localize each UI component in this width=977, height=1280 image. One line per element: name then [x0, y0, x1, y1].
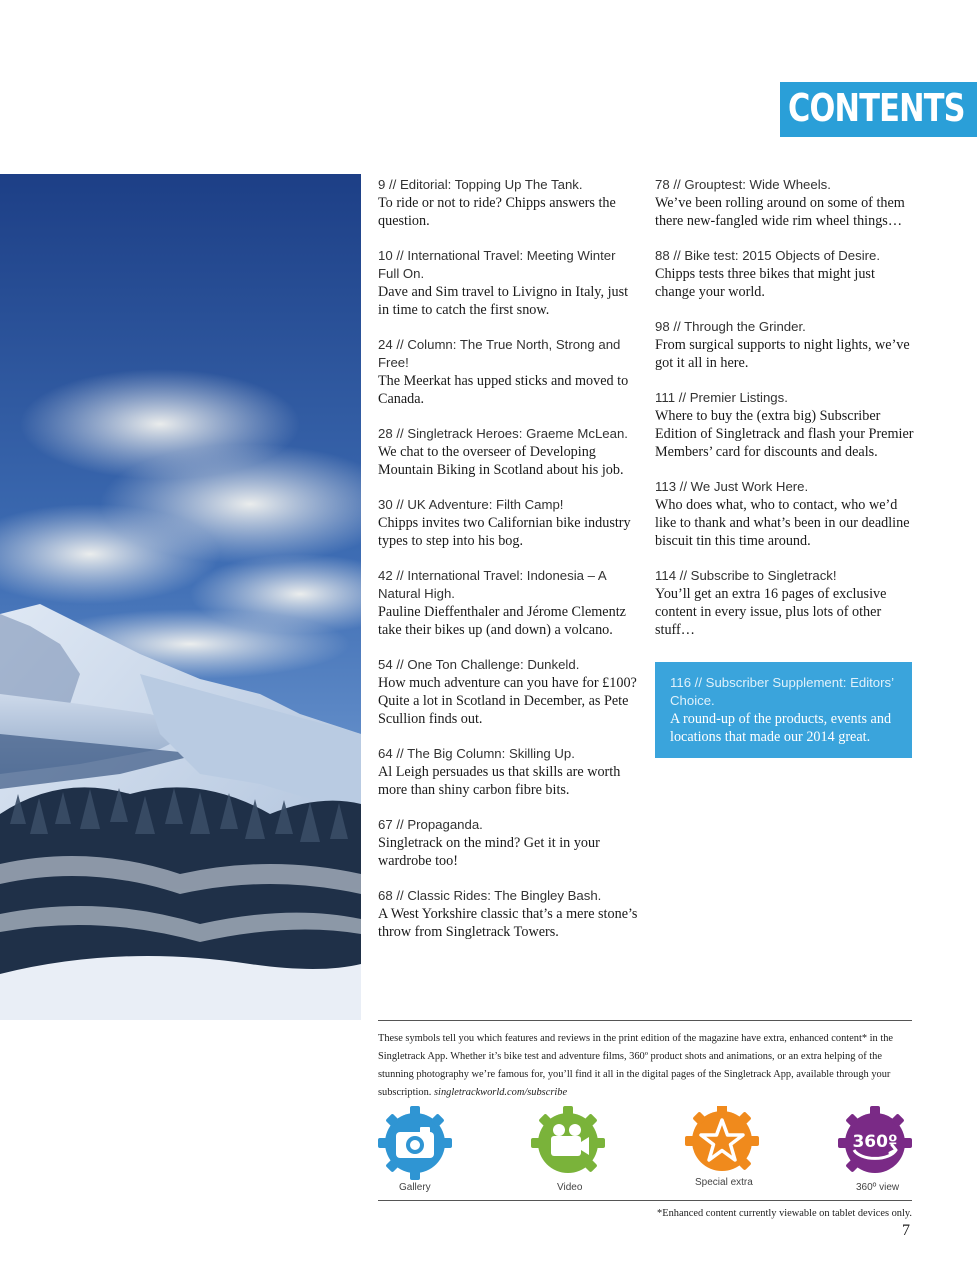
star-icon	[685, 1106, 759, 1180]
entry-heading: 10 // International Travel: Meeting Winter Full On.	[378, 248, 616, 281]
gallery-icon	[378, 1106, 452, 1180]
highlight-description: A round-up of the products, events and locations that made our 2014 great.	[670, 711, 892, 745]
special-extra-label: Special extra	[695, 1177, 753, 1188]
entry-description: The Meerkat has upped sticks and moved to Canada.	[378, 373, 629, 407]
entry-description: Pauline Dieffenthaler and Jérome Clementz take their bikes up (and down) a volcano.	[378, 604, 626, 638]
contents-entry[interactable]	[655, 318, 915, 372]
video-label: Video	[557, 1182, 583, 1193]
contents-column-right	[655, 176, 915, 656]
contents-entry[interactable]	[378, 176, 638, 230]
symbols-explanation	[378, 1030, 912, 1102]
video-camera-icon	[531, 1106, 605, 1180]
entry-description: We chat to the overseer of Developing Mountain Biking in Scotland about his job.	[378, 444, 624, 478]
footnote: *Enhanced content currently viewable on tablet devices only.	[657, 1208, 912, 1219]
entry-description: A West Yorkshire classic that’s a mere stone’s throw from Singletrack Towers.	[378, 906, 638, 940]
contents-entry[interactable]	[378, 567, 638, 639]
contents-column-left	[378, 176, 638, 958]
contents-entry[interactable]	[655, 478, 915, 550]
entry-heading: 113 // We Just Work Here.	[655, 479, 809, 494]
contents-entry[interactable]	[378, 656, 638, 728]
contents-entry[interactable]	[378, 496, 638, 550]
contents-entry[interactable]	[378, 745, 638, 799]
divider	[378, 1020, 912, 1021]
entry-heading: 88 // Bike test: 2015 Objects of Desire.	[655, 248, 881, 263]
entry-heading: 28 // Singletrack Heroes: Graeme McLean.	[378, 426, 628, 441]
entry-description: Who does what, who to contact, who we’d like to thank and what’s been in our deadline biscuit tin this time around.	[655, 497, 910, 549]
entry-heading: 42 // International Travel: Indonesia – A Natural High.	[378, 568, 607, 601]
entry-heading: 111 // Premier Listings.	[655, 390, 788, 405]
entry-description: Singletrack on the mind? Get it in your wardrobe too!	[378, 835, 600, 869]
contents-entry[interactable]	[655, 389, 915, 461]
contents-entry[interactable]	[655, 247, 915, 301]
contents-entry[interactable]	[378, 336, 638, 408]
entry-heading: 54 // One Ton Challenge: Dunkeld.	[378, 657, 580, 672]
contents-entry[interactable]	[378, 425, 638, 479]
subscribe-link[interactable]: singletrackworld.com/subscribe	[434, 1087, 568, 1098]
entry-heading: 78 // Grouptest: Wide Wheels.	[655, 177, 831, 192]
snowy-mountain-photo	[0, 174, 361, 1020]
gallery-label: Gallery	[399, 1182, 431, 1193]
entry-heading: 9 // Editorial: Topping Up The Tank.	[378, 177, 583, 192]
contents-entry[interactable]	[378, 247, 638, 319]
entry-description: To ride or not to ride? Chipps answers the question.	[378, 195, 616, 229]
rotate-360-icon	[838, 1106, 912, 1180]
entry-description: Al Leigh persuades us that skills are worth more than shiny carbon fibre bits.	[378, 764, 621, 798]
divider	[378, 1200, 912, 1201]
page-number: 7	[902, 1222, 910, 1239]
entry-description: You’ll get an extra 16 pages of exclusive content in every issue, plus lots of other stuff…	[655, 586, 887, 638]
contents-title: CONTENTS	[788, 86, 965, 130]
contents-entry[interactable]	[378, 887, 638, 941]
entry-heading: 114 // Subscribe to Singletrack!	[655, 568, 837, 583]
entry-heading: 98 // Through the Grinder.	[655, 319, 806, 334]
entry-heading: 67 // Propaganda.	[378, 817, 483, 832]
entry-description: From surgical supports to night lights, we’ve got it all in here.	[655, 337, 910, 371]
contents-header	[780, 82, 977, 137]
subscriber-supplement-box[interactable]	[655, 662, 912, 758]
entry-description: Where to buy the (extra big) Subscriber Edition of Singletrack and flash your Premier Members’ card for discounts and deals.	[655, 408, 914, 460]
entry-description: Chipps tests three bikes that might just change your world.	[655, 266, 875, 300]
contents-entry[interactable]	[655, 176, 915, 230]
contents-entry[interactable]	[655, 567, 915, 639]
entry-heading: 68 // Classic Rides: The Bingley Bash.	[378, 888, 602, 903]
contents-entry[interactable]	[378, 816, 638, 870]
entry-description: Dave and Sim travel to Livigno in Italy, just in time to catch the first snow.	[378, 284, 629, 318]
entry-heading: 30 // UK Adventure: Filth Camp!	[378, 497, 564, 512]
360-view-label: 360º view	[856, 1182, 900, 1193]
entry-description: How much adventure can you have for £100? Quite a lot in Scotland in December, as Pete Scullion finds out.	[378, 675, 637, 727]
highlight-heading: 116 // Subscriber Supplement: Editors’ Choice.	[670, 675, 894, 708]
entry-heading: 64 // The Big Column: Skilling Up.	[378, 746, 575, 761]
symbols-text: These symbols tell you which features and reviews in the print edition of the magazine have extra, enhanced content* in the Singletrack App. Whether it’s bike test and adventure films, 360º product shots and animations, or an extra helping of the stunning photography we’re famous for, you’ll find it all in the digital pages of the Singletrack App, available through your subscription.	[378, 1033, 894, 1098]
360-badge-text: 360º	[852, 1132, 898, 1152]
entry-heading: 24 // Column: The True North, Strong and Free!	[378, 337, 621, 370]
entry-description: Chipps invites two Californian bike industry types to step into his bog.	[378, 515, 631, 549]
entry-description: We’ve been rolling around on some of them there new-fangled wide rim wheel things…	[655, 195, 905, 229]
